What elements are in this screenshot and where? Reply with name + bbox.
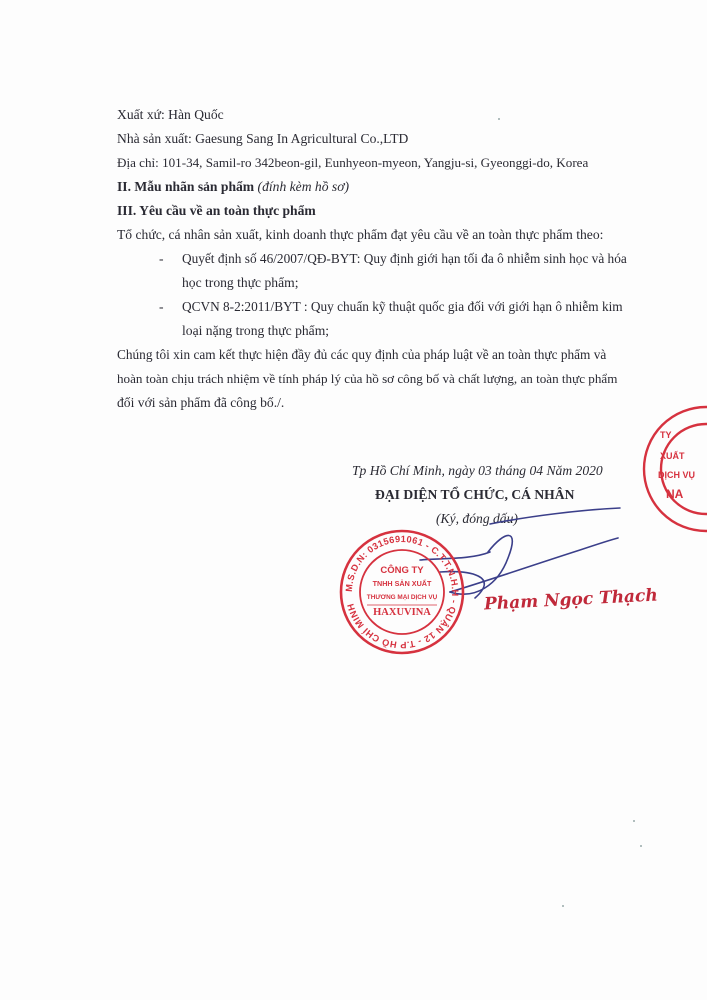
item2-bullet: - [159, 299, 164, 314]
scan-speck [562, 905, 564, 907]
item2-line1: QCVN 8-2:2011/BYT : Quy chuẩn kỹ thuật quốc gia đối với giới hạn ô nhiễm kim [182, 299, 623, 314]
item1-line2: học trong thực phẩm; [182, 275, 299, 290]
manufacturer-line: Nhà sản xuất: Gaesung Sang In Agricultural Co.,LTD [117, 131, 409, 146]
section2-heading [117, 178, 349, 196]
company-seal [337, 527, 467, 657]
edge-stamp-text2: XUẤT [660, 451, 685, 461]
edge-stamp-text3: DỊCH VỤ [658, 470, 696, 480]
scan-speck [633, 820, 635, 822]
section3-title: III. Yêu cầu về an toàn thực phẩm [117, 203, 316, 218]
address-line: Địa chỉ: 101-34, Samil-ro 342beon-gil, Eunhyeon-myeon, Yangju-si, Gyeonggi-do, Korea [117, 155, 589, 170]
item2-line2: loại nặng trong thực phẩm; [182, 323, 330, 338]
edge-stamp-text4: NA [666, 487, 684, 501]
scan-speck [640, 845, 642, 847]
section3-intro: Tổ chức, cá nhân sản xuất, kinh doanh thực phẩm đạt yêu cầu về an toàn thực phẩm theo: [117, 227, 604, 242]
section2-note: (đính kèm hồ sơ) [257, 179, 349, 194]
origin-line: Xuất xứ: Hàn Quốc [117, 107, 224, 122]
seal-line3: THƯƠNG MẠI DỊCH VỤ [366, 594, 438, 601]
commitment-line3: đối với sản phẩm đã công bố./. [117, 395, 285, 410]
sign-note: (Ký, đóng dấu) [436, 511, 518, 526]
item1-line1: Quyết định số 46/2007/QĐ-BYT: Quy định giới hạn tối đa ô nhiễm sinh học và hóa [182, 251, 627, 266]
seal-line4: HAXUVINA [373, 607, 431, 618]
seal-ring-text: M.S.D.N: 0315691061 - C.T.T.N.H.H - QUẬN 12 - T.P HỒ CHÍ MINH [343, 533, 461, 651]
edge-stamp-text1: TY [660, 430, 672, 440]
representative-title: ĐẠI DIỆN TỔ CHỨC, CÁ NHÂN [375, 487, 575, 502]
seal-line1: CÔNG TY [380, 565, 424, 576]
signer-name: Phạm Ngọc Thạch [483, 585, 659, 615]
svg-text:M.S.D.N: 0315691061 - C.T.T.N. [344, 534, 460, 650]
commitment-line2: hoàn toàn chịu trách nhiệm về tính pháp lý của hồ sơ công bố và chất lượng, an toàn thực phẩm [117, 371, 618, 386]
seal-line2: TNHH SẢN XUẤT [372, 579, 432, 588]
place-date: Tp Hồ Chí Minh, ngày 03 tháng 04 Năm 2020 [352, 463, 603, 478]
section2-title: II. Mẫu nhãn sản phẩm [117, 179, 255, 194]
scan-speck [498, 118, 500, 120]
commitment-line1: Chúng tôi xin cam kết thực hiện đầy đủ các quy định của pháp luật về an toàn thực phẩm và [117, 347, 607, 362]
item1-bullet: - [159, 251, 164, 266]
